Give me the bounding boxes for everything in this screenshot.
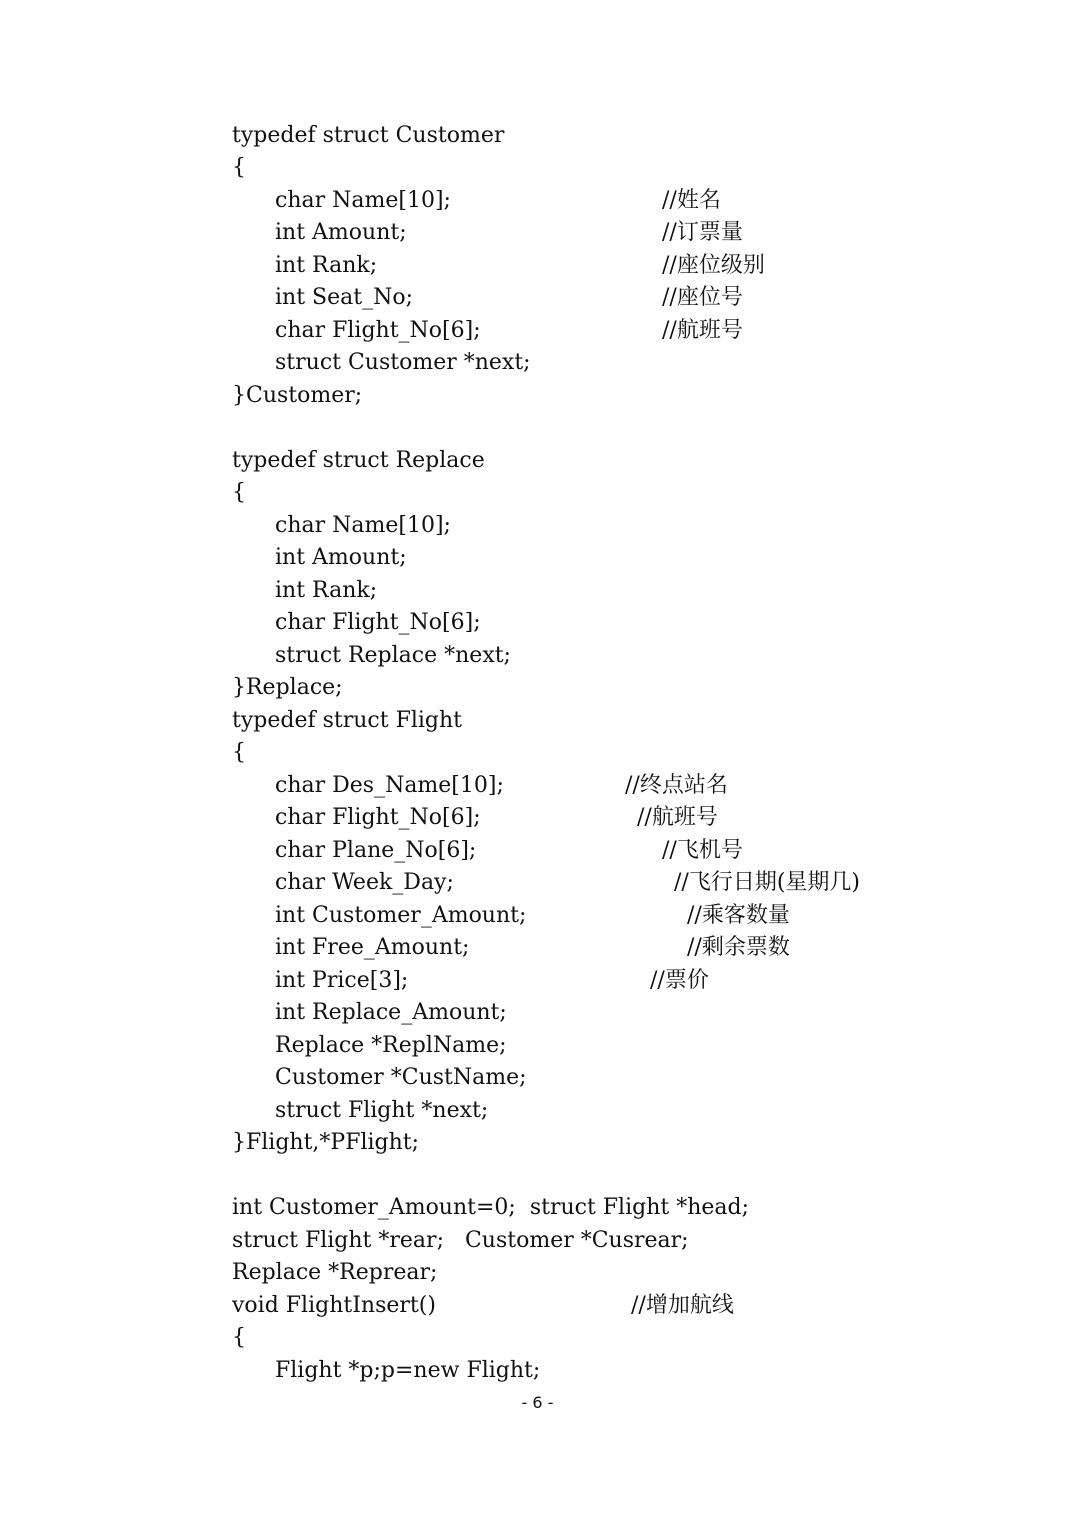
page-number: - 6 - — [521, 1393, 554, 1412]
code-line: char Week_Day; — [275, 870, 454, 895]
code-line: char Des_Name[10]; — [275, 773, 504, 798]
code-line: int Free_Amount; — [275, 935, 470, 960]
code-line: int Seat_No; — [275, 285, 413, 310]
code-line: int Customer_Amount=0; struct Flight *head; — [232, 1195, 750, 1220]
code-line: char Flight_No[6]; — [275, 610, 481, 635]
code-line: int Price[3]; — [275, 968, 409, 993]
code-line: Replace *ReplName; — [275, 1033, 507, 1058]
code-comment: //飞机号 — [662, 838, 743, 863]
code-line: { — [232, 740, 246, 765]
code-line: char Plane_No[6]; — [275, 838, 477, 863]
code-line: int Amount; — [275, 545, 407, 570]
code-line: typedef struct Customer — [232, 123, 505, 148]
code-line: Replace *Reprear; — [232, 1260, 438, 1285]
code-line: int Amount; — [275, 220, 407, 245]
code-comment: //座位级别 — [662, 253, 765, 278]
code-comment: //增加航线 — [631, 1293, 734, 1318]
code-comment: //订票量 — [662, 220, 743, 245]
code-line: }Replace; — [232, 675, 343, 700]
code-line: { — [232, 480, 246, 505]
code-line: struct Flight *rear; Customer *Cusrear; — [232, 1228, 689, 1253]
code-comment: //航班号 — [637, 805, 718, 830]
code-line: int Replace_Amount; — [275, 1000, 507, 1025]
code-comment: //乘客数量 — [687, 903, 790, 928]
code-line: }Customer; — [232, 383, 363, 408]
code-line: char Name[10]; — [275, 513, 451, 538]
code-line: Flight *p;p=new Flight; — [275, 1358, 541, 1383]
code-line: }Flight,*PFlight; — [232, 1130, 420, 1155]
code-line: char Flight_No[6]; — [275, 318, 481, 343]
code-line: Customer *CustName; — [275, 1065, 527, 1090]
code-comment: //姓名 — [662, 188, 721, 213]
code-line: int Customer_Amount; — [275, 903, 527, 928]
code-comment: //票价 — [650, 968, 709, 993]
code-line: char Name[10]; — [275, 188, 451, 213]
code-comment: //飞行日期(星期几) — [674, 870, 860, 895]
code-line: int Rank; — [275, 578, 378, 603]
code-comment: //航班号 — [662, 318, 743, 343]
code-line: char Flight_No[6]; — [275, 805, 481, 830]
code-line: struct Customer *next; — [275, 350, 531, 375]
code-line: struct Replace *next; — [275, 643, 511, 668]
code-line: void FlightInsert() — [232, 1293, 436, 1318]
code-line: typedef struct Flight — [232, 708, 463, 733]
code-line: { — [232, 1325, 246, 1350]
code-line: struct Flight *next; — [275, 1098, 489, 1123]
code-line: int Rank; — [275, 253, 378, 278]
code-comment: //剩余票数 — [687, 935, 790, 960]
code-comment: //座位号 — [662, 285, 743, 310]
code-line: typedef struct Replace — [232, 448, 485, 473]
code-comment: //终点站名 — [625, 773, 728, 798]
code-line: { — [232, 155, 246, 180]
